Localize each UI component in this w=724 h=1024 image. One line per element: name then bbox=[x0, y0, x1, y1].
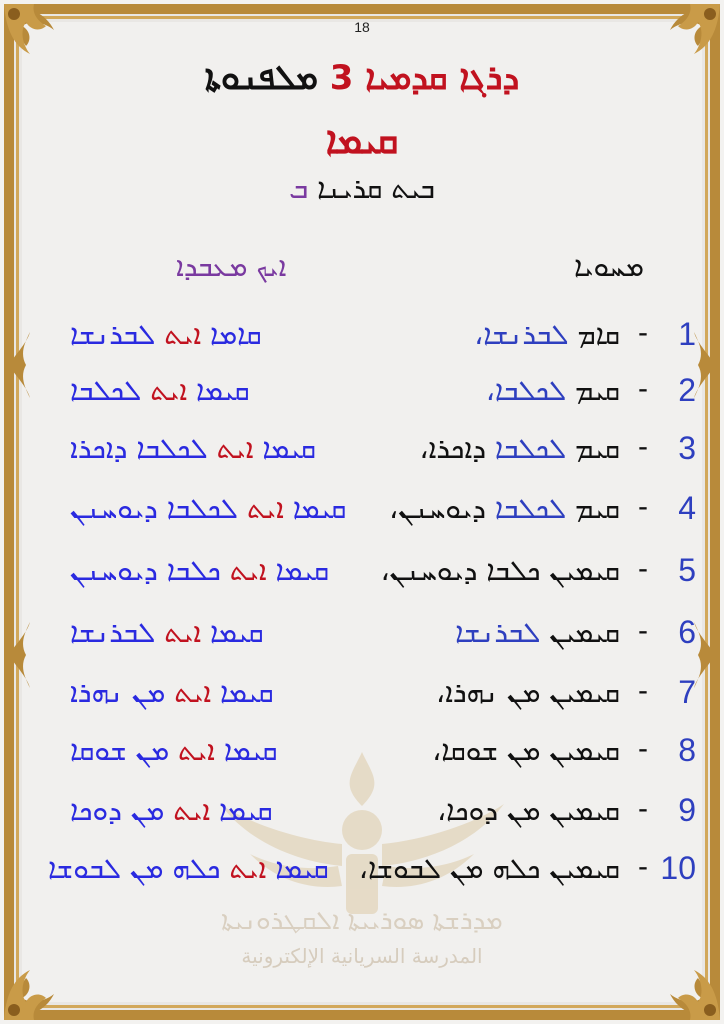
row-answer bbox=[70, 794, 273, 828]
row-sentence bbox=[437, 794, 620, 828]
lesson-label: ܒܝܬ ܩܪܝܢܐ bbox=[317, 172, 435, 205]
exercise-row bbox=[0, 614, 724, 664]
sentence-part: ܩܝܡܝܢ ܡܢ ܫܘܩܐ، bbox=[432, 734, 620, 767]
row-dash: - bbox=[638, 316, 648, 349]
answer-highlight: ܐܝܬ bbox=[229, 852, 267, 885]
row-dash: - bbox=[638, 430, 648, 463]
sentence-part: ܩܐܡ bbox=[577, 318, 620, 351]
sentence-part: ܩܝܡ bbox=[575, 432, 620, 465]
sentence-highlight: ܠܟܠܒܐ، bbox=[485, 374, 576, 407]
answer-part-2: ܠܟܠܒܐ ܕܐܟܪܐ bbox=[70, 432, 217, 465]
lesson-heading bbox=[0, 172, 724, 206]
answer-part: ܩܐܡܐ bbox=[201, 318, 262, 351]
answer-highlight: ܐܝܬ bbox=[246, 492, 284, 525]
exercise-row bbox=[0, 372, 724, 422]
title-number: 3 bbox=[329, 58, 354, 98]
row-number: 7 bbox=[678, 674, 696, 710]
row-answer bbox=[70, 492, 346, 526]
answer-part: ܩܝܡܐ bbox=[266, 554, 330, 587]
answer-part: ܩܝܡܐ bbox=[201, 616, 264, 649]
row-answer bbox=[70, 374, 250, 408]
answer-part: ܩܝܡܐ bbox=[214, 734, 278, 767]
row-answer bbox=[70, 676, 274, 710]
sentence-highlight: ܠܟܠܒܐ bbox=[494, 432, 576, 465]
row-dash: - bbox=[638, 552, 648, 585]
lesson-letter: ܒ bbox=[289, 172, 309, 205]
row-answer bbox=[70, 318, 262, 352]
exercise-row bbox=[0, 430, 724, 480]
answer-part-2: ܡܢ ܕܘܟܐ bbox=[70, 794, 174, 827]
answer-part: ܩܝܡܐ bbox=[283, 492, 347, 525]
row-number: 6 bbox=[678, 614, 696, 650]
answer-part-2: ܠܒܪܢܫܐ bbox=[70, 616, 165, 649]
sentence-part: ܩܝܡܝܢ ܡܢ ܢܗܪܐ، bbox=[436, 676, 620, 709]
exercise-row bbox=[0, 792, 724, 842]
watermark-arabic-text: المدرسة السريانية الإلكترونية bbox=[241, 944, 483, 968]
row-answer bbox=[70, 432, 316, 466]
title-black-part: ܡܠܦܢܘܬܐ bbox=[204, 58, 318, 98]
column-header-left: ܐܝܟ ܡܥܒܕܐ bbox=[176, 250, 287, 283]
exercise-row bbox=[0, 732, 724, 782]
answer-highlight: ܐܝܬ bbox=[178, 734, 215, 767]
row-answer bbox=[70, 734, 277, 768]
answer-part-2: ܠܒܪܢܫܐ bbox=[70, 318, 165, 351]
answer-part-2: ܡܢ ܫܘܩܐ bbox=[70, 734, 179, 767]
row-answer bbox=[70, 554, 329, 588]
row-number: 5 bbox=[678, 552, 696, 588]
row-dash: - bbox=[638, 674, 648, 707]
row-sentence bbox=[436, 676, 620, 710]
sentence-part: ܩܝܡܝܢ bbox=[549, 616, 620, 649]
row-sentence bbox=[474, 318, 620, 352]
sentence-highlight: ܠܟܠܒܐ bbox=[494, 492, 576, 525]
answer-part-2: ܟܠܗ ܡܢ ܠܒܘܫܐ bbox=[48, 852, 230, 885]
title-red-part: ܕܪܓܐ ܩܕܡܝܐ bbox=[365, 58, 520, 98]
column-header-right: ܡܚܘܝܐ bbox=[573, 250, 644, 283]
row-number: 3 bbox=[678, 430, 696, 466]
row-number: 10 bbox=[660, 850, 696, 886]
answer-part: ܩܝܡܐ bbox=[210, 794, 273, 827]
answer-highlight: ܐܝܬ bbox=[150, 374, 188, 407]
answer-part-2: ܠܟܠܒܐ ܕܝܘܚܢܢ bbox=[70, 492, 247, 525]
row-dash: - bbox=[638, 490, 648, 523]
sentence-part-2: ܕܝܘܚܢܢ، bbox=[389, 492, 495, 525]
exercise-row bbox=[0, 490, 724, 540]
row-sentence bbox=[486, 374, 620, 408]
row-sentence bbox=[359, 852, 620, 886]
sentence-part: ܩܝܡܝܢ ܟܠܒܐ ܕܝܘܚܢܢ، bbox=[380, 554, 620, 587]
row-number: 8 bbox=[678, 732, 696, 768]
sentence-highlight: ܠܒܪܢܫܐ، bbox=[474, 318, 578, 351]
sentence-part: ܩܝܡܝܢ ܡܢ ܕܘܟܐ، bbox=[437, 794, 620, 827]
row-number: 9 bbox=[678, 792, 696, 828]
row-dash: - bbox=[638, 792, 648, 825]
exercise-row bbox=[0, 850, 724, 900]
sentence-part-2: ܕܐܟܪܐ، bbox=[419, 432, 495, 465]
row-sentence bbox=[420, 432, 621, 466]
answer-highlight: ܐܝܬ bbox=[174, 676, 212, 709]
row-sentence bbox=[389, 492, 620, 526]
answer-highlight: ܐܝܬ bbox=[229, 554, 267, 587]
sentence-highlight: ܠܒܪܢܫܐ bbox=[455, 616, 550, 649]
row-sentence bbox=[432, 734, 620, 768]
row-answer bbox=[70, 616, 264, 650]
answer-highlight: ܐܝܬ bbox=[164, 616, 202, 649]
exercise-row bbox=[0, 552, 724, 602]
row-dash: - bbox=[638, 614, 648, 647]
answer-part: ܩܝܡܐ bbox=[187, 374, 250, 407]
exercise-row bbox=[0, 674, 724, 724]
sentence-part: ܩܝܡ bbox=[575, 492, 620, 525]
row-sentence bbox=[455, 616, 620, 650]
row-sentence bbox=[381, 554, 620, 588]
row-dash: - bbox=[638, 732, 648, 765]
exercise-row bbox=[0, 316, 724, 366]
answer-part: ܩܝܡܐ bbox=[211, 676, 274, 709]
row-dash: - bbox=[638, 372, 648, 405]
answer-highlight: ܐܝܬ bbox=[173, 794, 211, 827]
section-subtitle: ܩܝܡܐ bbox=[325, 118, 399, 162]
page-number: 18 bbox=[354, 19, 370, 35]
row-dash: - bbox=[638, 850, 648, 883]
row-number: 4 bbox=[678, 490, 696, 526]
row-number: 1 bbox=[678, 316, 696, 352]
watermark-syriac-text: ܡܕܪܫܬܐ ܣܘܪܝܝܬܐ ܐܠܩܛܪܘܢܝܬܐ bbox=[221, 906, 503, 936]
answer-part-2: ܡܢ ܢܗܪܐ bbox=[70, 676, 175, 709]
answer-highlight: ܐܝܬ bbox=[216, 432, 254, 465]
answer-highlight: ܐܝܬ bbox=[164, 318, 202, 351]
row-answer bbox=[48, 852, 329, 886]
answer-part: ܩܝܡܐ bbox=[266, 852, 329, 885]
answer-part: ܩܝܡܐ bbox=[253, 432, 316, 465]
sentence-part: ܩܝܡ bbox=[575, 374, 620, 407]
page-title bbox=[0, 58, 724, 98]
row-number: 2 bbox=[678, 372, 696, 408]
answer-part-2: ܠܟܠܒܐ bbox=[70, 374, 151, 407]
answer-part-2: ܟܠܒܐ ܕܝܘܚܢܢ bbox=[70, 554, 230, 587]
sentence-part: ܩܝܡܝܢ ܟܠܗ ܡܢ ܠܒܘܫܐ، bbox=[358, 852, 620, 885]
